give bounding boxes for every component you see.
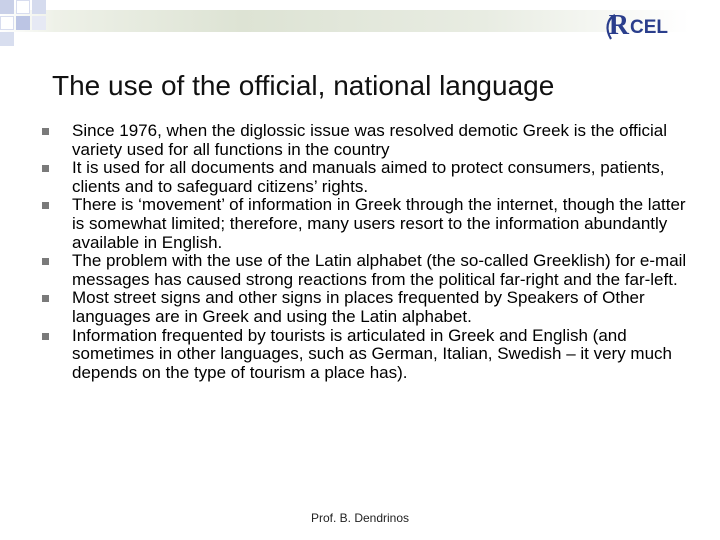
- bullet-list: [38, 122, 688, 382]
- bullet-text: The problem with the use of the Latin alphabet (the so-called Greeklish) for e-mail messages has caused strong reactions from the political far-right and the far-left.: [72, 251, 687, 289]
- bullet-text: Most street signs and other signs in places frequented by Speakers of Other languages are in Greek and using the Latin alphabet.: [72, 288, 645, 326]
- bullet-item: [38, 159, 688, 196]
- bullet-square-icon: [42, 128, 49, 135]
- logo-text: CEL: [630, 17, 668, 38]
- header-band: [0, 10, 690, 32]
- rcel-logo: [609, 10, 668, 42]
- bullet-square-icon: [42, 333, 49, 340]
- bullet-square-icon: [42, 165, 49, 172]
- bullet-square-icon: [42, 295, 49, 302]
- bullet-text: There is ‘movement’ of information in Greek through the internet, though the latter is somewhat limited; therefore, many users resort to the information abundantly available in English.: [72, 195, 686, 252]
- bullet-item: [38, 122, 688, 159]
- bullet-item: [38, 327, 688, 383]
- bullet-text: Since 1976, when the diglossic issue was resolved demotic Greek is the official variety used for all functions in the country: [72, 121, 667, 159]
- bullet-text: It is used for all documents and manuals aimed to protect consumers, patients, clients and to safeguard citizens’ rights.: [72, 158, 665, 196]
- logo-letter: R: [608, 10, 629, 41]
- bullet-square-icon: [42, 258, 49, 265]
- bullet-item: [38, 289, 688, 326]
- slide-title: The use of the official, national language: [52, 70, 555, 101]
- bullet-square-icon: [42, 202, 49, 209]
- bullet-item: [38, 196, 688, 252]
- bullet-text: Information frequented by tourists is articulated in Greek and English (and sometimes in other languages, such as German, Italian, Swedish – it very much depends on the type of tourism a place has).: [72, 325, 673, 382]
- decorative-squares: [0, 0, 60, 50]
- slide-footer: Prof. B. Dendrinos: [310, 511, 410, 525]
- bullet-item: [38, 252, 688, 289]
